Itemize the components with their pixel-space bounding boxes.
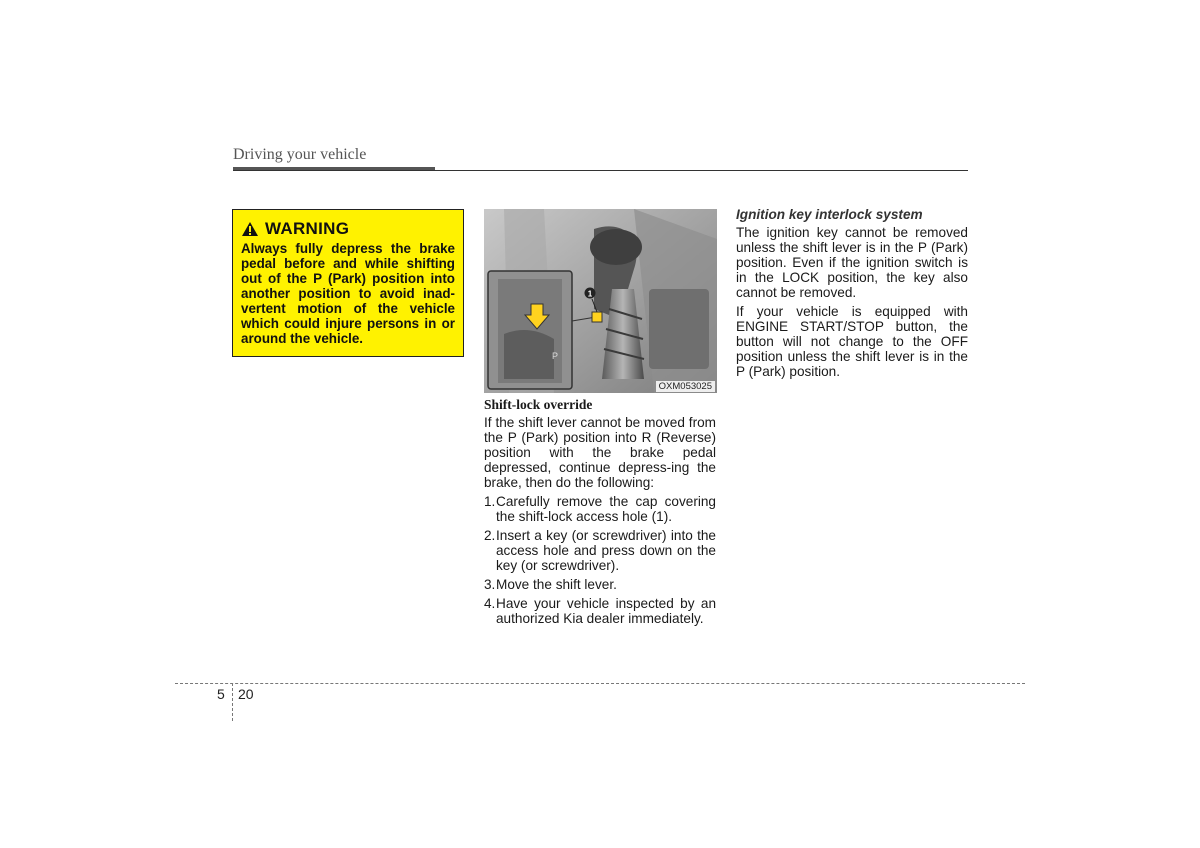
warning-triangle-icon (241, 221, 259, 237)
list-item (484, 596, 716, 626)
list-item (484, 494, 716, 524)
shift-lock-section (484, 397, 716, 630)
step-number: 2. (484, 528, 496, 543)
page-number: 20 (238, 686, 254, 702)
ignition-paragraph-2: If your vehicle is equipped with ENGINE START/STOP button, the button will not change to the OFF position unless the shift lever is in the P (Park) position. (736, 304, 968, 379)
warning-title: WARNING (265, 219, 350, 238)
list-item (484, 528, 716, 573)
ignition-section (736, 207, 968, 383)
shift-lever-illustration (484, 209, 717, 393)
footer-divider (232, 683, 233, 721)
shift-lock-steps (484, 494, 716, 626)
figure-code: OXM053025 (656, 381, 715, 392)
warning-text: Always fully depress the brake pedal before and while shifting out of the P (Park) position into another position to avoid inad-vertent motion of the vehicle which could injure persons in or around the vehicle. (241, 241, 455, 346)
step-number: 4. (484, 596, 496, 611)
step-number: 3. (484, 577, 496, 592)
warning-header (241, 219, 455, 239)
ignition-heading: Ignition key interlock system (736, 207, 923, 222)
callout-number: 1 (587, 289, 593, 299)
ignition-paragraph-1: The ignition key cannot be removed unless the shift lever is in the P (Park) position. Even if the ignition switch is in the LOCK position, the key also cannot be removed. (736, 225, 968, 300)
step-number: 1. (484, 494, 496, 509)
header-rule (233, 170, 968, 171)
shift-lever-figure (484, 209, 717, 393)
list-item (484, 577, 716, 592)
chapter-number: 5 (217, 686, 225, 702)
step-text: Move the shift lever. (496, 577, 617, 592)
warning-box (232, 209, 464, 357)
footer-rule (175, 683, 1025, 684)
section-title: Driving your vehicle (233, 146, 367, 163)
step-text: Have your vehicle inspected by an authorized Kia dealer immediately. (496, 596, 716, 626)
gear-p-label: P (552, 351, 559, 361)
step-text: Carefully remove the cap covering the shift-lock access hole (1). (496, 494, 716, 524)
step-text: Insert a key (or screwdriver) into the access hole and press down on the key (or screwdriver). (496, 528, 716, 573)
shift-lock-intro: If the shift lever cannot be moved from the P (Park) position into R (Reverse) position with the brake pedal depressed, continue depress-ing the brake, then do the following: (484, 415, 716, 490)
shift-lock-heading: Shift-lock override (484, 397, 593, 412)
